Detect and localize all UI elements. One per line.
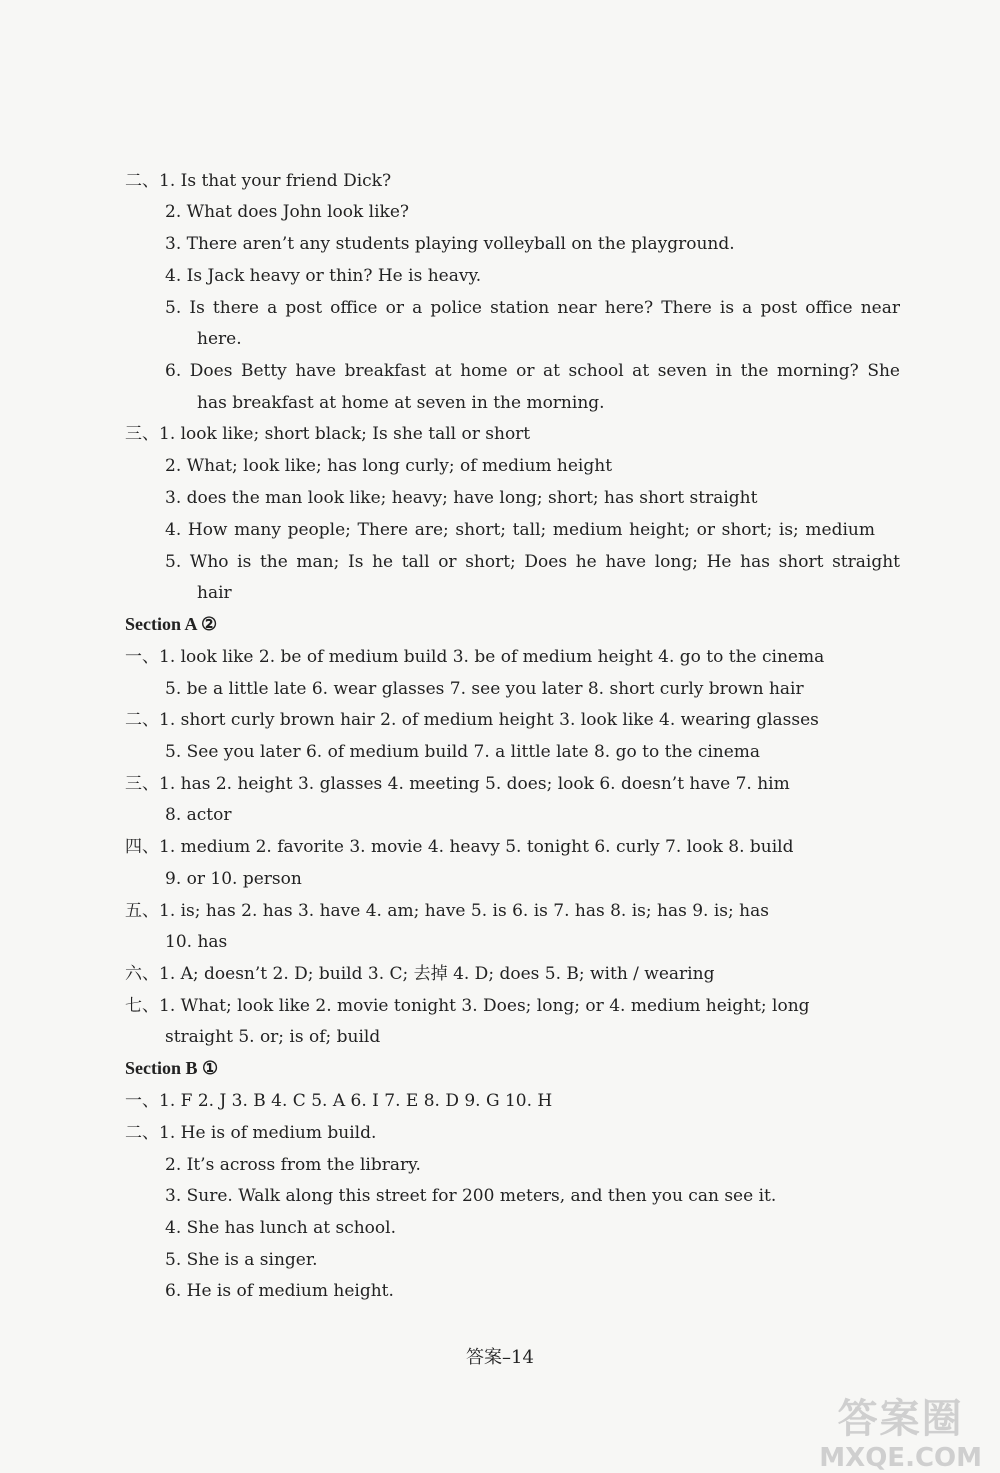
answer-line: 5. be a little late 6. wear glasses 7. see you later 8. short curly brown hair	[165, 679, 804, 699]
answer-line: 三、1. look like; short black; Is she tall or short	[125, 424, 531, 444]
answer-line: 五、1. is; has 2. has 3. have 4. am; have 5. is 6. is 7. has 8. is; has 9. is; has	[125, 901, 769, 921]
answer-line: 一、1. look like 2. be of medium build 3. be of medium height 4. go to the cinema	[125, 647, 825, 667]
answer-line: 2. What; look like; has long curly; of medium height	[165, 456, 613, 476]
answer-line: 一、1. F 2. J 3. B 4. C 5. A 6. I 7. E 8. D 9. G 10. H	[125, 1091, 553, 1111]
answer-line: 6. He is of medium height.	[165, 1281, 394, 1301]
answer-line: 二、1. He is of medium build.	[125, 1123, 377, 1143]
answer-line: 5. Is there a post office or a police station near here? There is a post office near	[165, 298, 900, 318]
answer-line: hair	[197, 583, 232, 603]
answer-line: 六、1. A; doesn’t 2. D; build 3. C; 去掉 4. D; does 5. B; with / wearing	[125, 964, 715, 984]
answer-line: 10. has	[165, 932, 228, 952]
answer-line: 4. Is Jack heavy or thin? He is heavy.	[165, 266, 482, 286]
answer-line: 三、1. has 2. height 3. glasses 4. meeting 5. does; look 6. doesn’t have 7. him	[125, 774, 790, 794]
answer-line: 2. It’s across from the library.	[165, 1155, 421, 1175]
answer-line: 4. How many people; There are; short; tall; medium height; or short; is; medium	[165, 520, 875, 540]
answer-line: 4. She has lunch at school.	[165, 1218, 396, 1238]
section-heading: Section B ①	[125, 1058, 219, 1078]
answer-line: 9. or 10. person	[165, 869, 302, 889]
answer-line: straight 5. or; is of; build	[165, 1027, 381, 1047]
answer-line: 5. She is a singer.	[165, 1250, 318, 1270]
answer-line: 6. Does Betty have breakfast at home or at school at seven in the morning? She	[165, 361, 900, 381]
page-number: 答案–14	[466, 1347, 534, 1368]
answer-line: has breakfast at home at seven in the morning.	[197, 393, 605, 413]
answer-line: 2. What does John look like?	[165, 202, 410, 222]
answer-line: 3. Sure. Walk along this street for 200 meters, and then you can see it.	[165, 1186, 777, 1206]
answer-line: 二、1. Is that your friend Dick?	[125, 171, 392, 191]
answer-line: here.	[197, 329, 242, 349]
answer-line: 二、1. short curly brown hair 2. of medium height 3. look like 4. wearing glasses	[125, 710, 819, 730]
watermark-logo	[819, 1395, 982, 1473]
answer-line: 5. See you later 6. of medium build 7. a little late 8. go to the cinema	[165, 742, 761, 762]
answer-line: 5. Who is the man; Is he tall or short; Does he have long; He has short straight	[165, 552, 900, 572]
watermark-text: 答案圈	[837, 1396, 964, 1442]
answer-line: 3. There aren’t any students playing volleyball on the playground.	[165, 234, 735, 254]
answer-line: 七、1. What; look like 2. movie tonight 3. Does; long; or 4. medium height; long	[125, 996, 810, 1016]
answer-line: 四、1. medium 2. favorite 3. movie 4. heavy 5. tonight 6. curly 7. look 8. build	[125, 837, 794, 857]
answer-line: 8. actor	[165, 805, 232, 825]
section-heading: Section A ②	[125, 614, 218, 634]
answer-line: 3. does the man look like; heavy; have long; short; has short straight	[165, 488, 758, 508]
watermark-url: MXQE.COM	[819, 1443, 982, 1473]
